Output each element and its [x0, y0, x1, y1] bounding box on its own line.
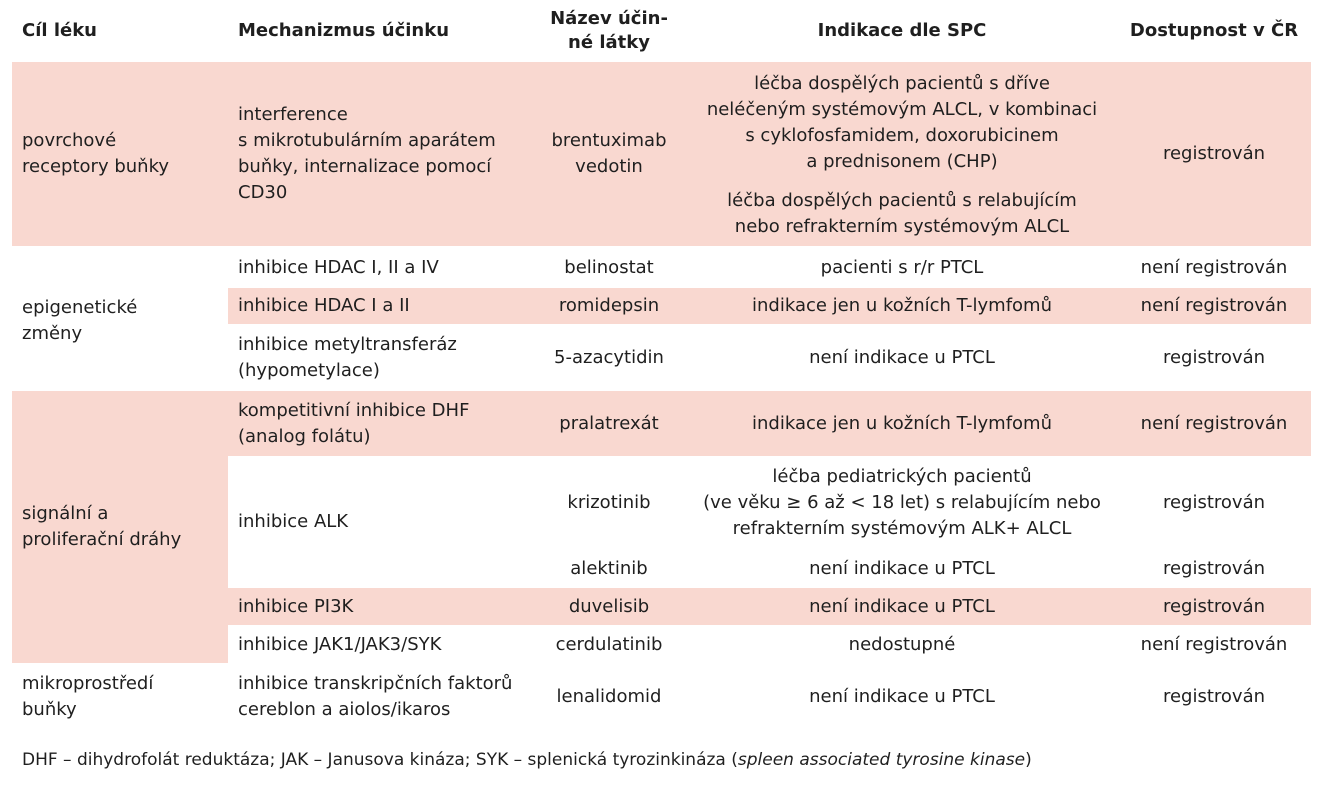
target-cell-signal: signální a proliferační dráhy [22, 503, 182, 550]
mechanism-cell: inhibice HDAC I, II a IV [238, 257, 439, 278]
header-indication: Indikace dle SPC [817, 20, 987, 41]
availability-cell: registrován [1162, 492, 1266, 513]
header-availability: Dostupnost v ČR [1129, 20, 1299, 41]
indication-cell: léčba pediatrických pacientů (ve věku ≥ 6 až < 18 let) s relabujícím nebo refrakterním systémovým ALK+ ALCL [703, 466, 1101, 539]
header-target: Cíl léku [22, 20, 97, 41]
availability-cell: není registrován [1140, 412, 1288, 434]
indication-cell: není indikace u PTCL [809, 347, 995, 368]
substance-cell: pralatrexát [559, 412, 659, 434]
indication-cell: indikace jen u kožních T-lymfomů [752, 295, 1052, 316]
substance-cell: 5-azacytidin [554, 347, 664, 368]
availability-cell: registrován [1162, 686, 1266, 707]
availability-cell: registrován [1162, 595, 1266, 617]
substance-cell: cerdulatinib [555, 634, 663, 655]
indication-cell: není indikace u PTCL [809, 558, 995, 579]
indication-cell: není indikace u PTCL [809, 595, 995, 617]
target-cell-microenvironment: mikroprostředí buňky [22, 673, 154, 720]
substance-cell: duvelisib [568, 595, 650, 617]
mechanism-cell: inhibice metyltransferáz (hypometylace) [238, 334, 457, 381]
mechanism-cell: inhibice PI3K [238, 595, 354, 617]
indication-cell: není indikace u PTCL [809, 686, 995, 707]
footnote [22, 748, 1032, 772]
mechanism-cell: inhibice JAK1/JAK3/SYK [238, 634, 442, 655]
substance-cell: krizotinib [567, 492, 651, 513]
availability-cell: není registrován [1140, 634, 1288, 655]
availability-cell: není registrován [1140, 257, 1288, 278]
target-cell-surface: povrchové receptory buňky [22, 130, 169, 177]
substance-cell: alektinib [570, 558, 648, 579]
availability-cell: není registrován [1140, 295, 1288, 316]
footnote-italic: spleen associated tyrosine kinase [737, 750, 1026, 770]
availability-cell: registrován [1162, 347, 1266, 368]
indication-cell: léčba dospělých pacientů s relabujícím nebo refrakterním systémovým ALCL [727, 190, 1077, 237]
availability-cell: registrován [1162, 143, 1266, 164]
availability-cell: registrován [1162, 558, 1266, 579]
mechanism-cell: kompetitivní inhibice DHF (analog folátu) [238, 399, 470, 447]
header-substance: Název účin- né látky [550, 8, 668, 53]
indication-cell: pacienti s r/r PTCL [820, 257, 984, 278]
substance-cell: belinostat [564, 257, 654, 278]
substance-cell: romidepsin [558, 295, 660, 316]
mechanism-cell: interference s mikrotubulárním aparátem buňky, internalizace pomocí CD30 [238, 104, 496, 203]
indication-cell: indikace jen u kožních T-lymfomů [752, 412, 1052, 434]
indication-cell: nedostupné [848, 634, 956, 655]
substance-cell: brentuximab vedotin [551, 130, 667, 177]
target-cell-epigenetic: epigenetické změny [22, 296, 138, 344]
mechanism-cell: inhibice transkripčních faktorů cereblon a aiolos/ikaros [238, 673, 513, 720]
footnote-end: ) [1025, 750, 1032, 770]
header-mechanism: Mechanizmus účinku [238, 20, 450, 41]
indication-cell: léčba dospělých pacientů s dříve neléčeným systémovým ALCL, v kombinaci s cyklofosfamidem, doxorubicinem a prednisonem (CHP) [706, 73, 1098, 172]
footnote-main: DHF – dihydrofolát reduktáza; JAK – Janusova kináza; SYK – splenická tyrozinkináza ( [22, 750, 738, 770]
mechanism-cell-alk: inhibice ALK [238, 511, 349, 532]
mechanism-cell: inhibice HDAC I a II [238, 295, 410, 316]
substance-cell: lenalidomid [556, 686, 662, 707]
